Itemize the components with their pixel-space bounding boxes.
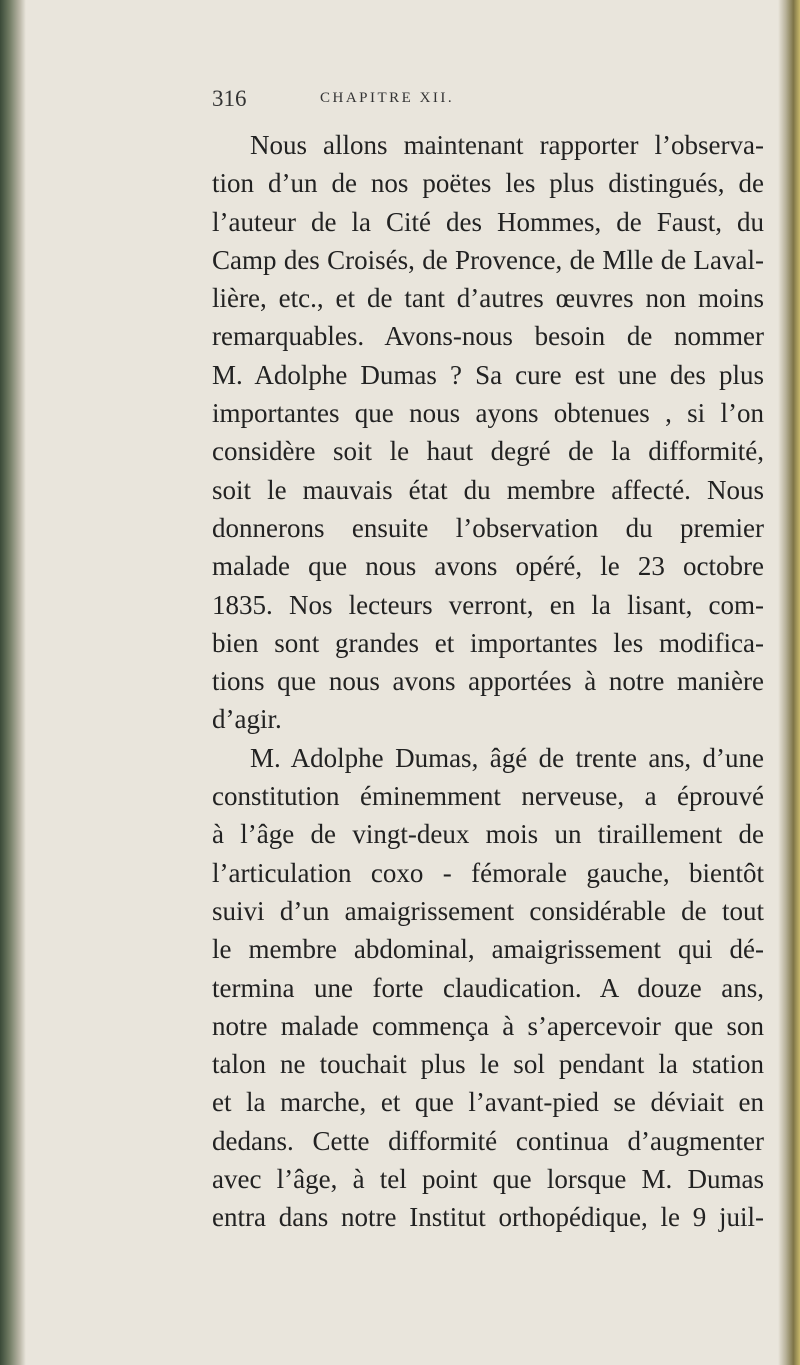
text-line: malade que nous avons opéré, le 23 octobre xyxy=(212,551,764,582)
body-text xyxy=(212,126,764,1237)
running-head: CHAPITRE XII. xyxy=(320,90,455,106)
text-line: d’agir. xyxy=(212,704,282,735)
text-line: à l’âge de vingt-deux mois un tiraillement de xyxy=(212,819,764,850)
book-edge-right xyxy=(778,0,800,1365)
text-line: notre malade commença à s’apercevoir que son xyxy=(212,1010,764,1041)
text-line: Camp des Croisés, de Provence, de Mlle de Laval- xyxy=(212,244,764,275)
page-number: 316 xyxy=(212,86,247,111)
text-line: bien sont grandes et importantes les modifica- xyxy=(212,627,764,658)
text-line: M. Adolphe Dumas, âgé de trente ans, d’une xyxy=(250,742,764,773)
text-line: M. Adolphe Dumas ? Sa cure est une des plus xyxy=(212,359,764,390)
text-line: considère soit le haut degré de la difformité, xyxy=(212,436,764,467)
text-line: soit le mauvais état du membre affecté. Nous xyxy=(212,474,764,505)
text-line: termina une forte claudication. A douze ans, xyxy=(212,972,764,1003)
text-line: 1835. Nos lecteurs verront, en la lisant, com- xyxy=(212,589,764,620)
page-header xyxy=(212,86,764,126)
text-line: et la marche, et que l’avant-pied se déviait en xyxy=(212,1087,764,1118)
book-page xyxy=(212,86,764,1237)
text-line: suivi d’un amaigrissement considérable de tout xyxy=(212,895,764,926)
text-line: talon ne touchait plus le sol pendant la station xyxy=(212,1049,764,1080)
text-line: le membre abdominal, amaigrissement qui dé- xyxy=(212,934,764,965)
text-line: importantes que nous ayons obtenues , si l’on xyxy=(212,398,764,429)
text-line: lière, etc., et de tant d’autres œuvres non moins xyxy=(212,283,764,314)
text-line: donnerons ensuite l’observation du premier xyxy=(212,512,764,543)
text-line: constitution éminemment nerveuse, a éprouvé xyxy=(212,781,764,812)
text-line: l’auteur de la Cité des Hommes, de Faust, du xyxy=(212,206,764,237)
text-line: avec l’âge, à tel point que lorsque M. Dumas xyxy=(212,1164,764,1195)
text-line: dedans. Cette difformité continua d’augmenter xyxy=(212,1125,764,1156)
text-line: tion d’un de nos poëtes les plus distingués, de xyxy=(212,168,764,199)
text-line: l’articulation coxo - fémorale gauche, bientôt xyxy=(212,857,764,888)
text-line: Nous allons maintenant rapporter l’observa- xyxy=(250,130,764,160)
book-gutter-left xyxy=(0,0,26,1365)
text-line: remarquables. Avons-nous besoin de nommer xyxy=(212,321,764,352)
text-line: tions que nous avons apportées à notre manière xyxy=(212,666,764,697)
text-line: entra dans notre Institut orthopédique, le 9 juil- xyxy=(212,1202,764,1233)
